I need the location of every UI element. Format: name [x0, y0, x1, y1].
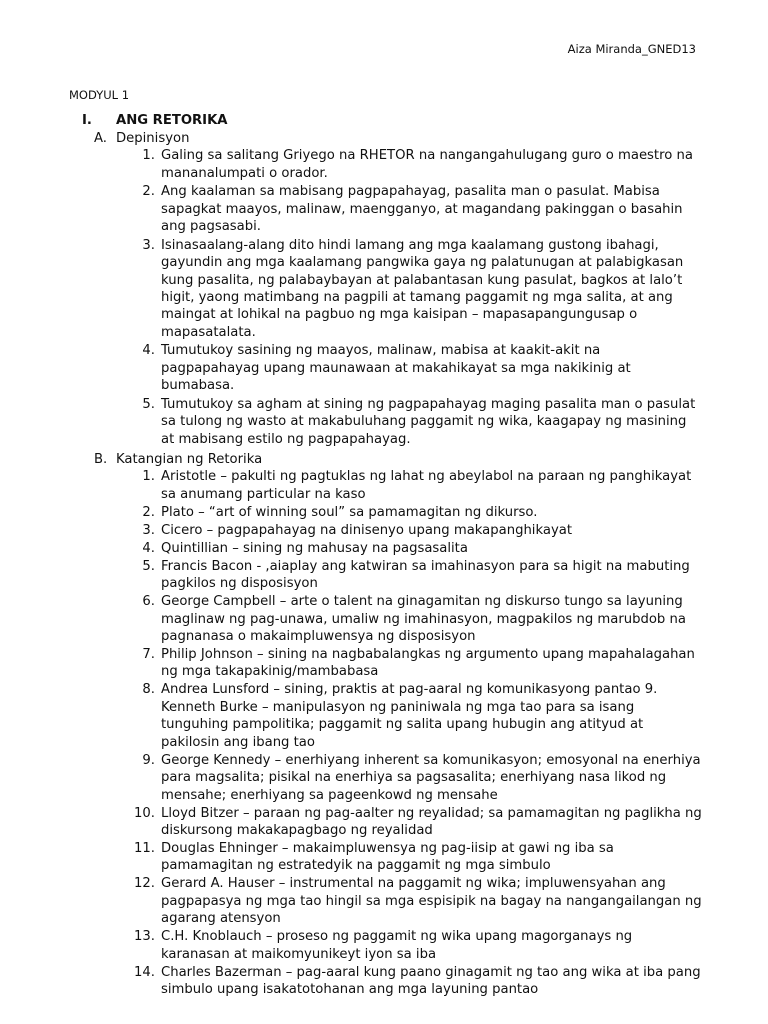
module-label: MODYUL 1 — [69, 88, 130, 102]
item-number: 3. — [142, 522, 155, 538]
item-text: Philip Johnson – sining na nagbabalangkas ng argumento upang mapahalagahan ng mga takapakinig/mambabasa — [161, 647, 695, 680]
author-course-header: Aiza Miranda_GNED13 — [567, 42, 696, 56]
section-heading — [0, 111, 768, 130]
item-text: Tumutukoy sasining ng maayos, malinaw, mabisa at kaakit-akit na pagpapahayag upang maunawaan at makahikayat sa mga nakikinig at bumabasa. — [161, 343, 631, 394]
list-item — [0, 928, 768, 963]
item-number: 14. — [134, 964, 155, 980]
list-item — [0, 342, 768, 394]
subsection-title: Katangian ng Retorika — [116, 452, 263, 468]
item-text: Aristotle – pakulti ng pagtuklas ng lahat ng abeylabol na paraan ng panghikayat sa anumang particular na kaso — [161, 469, 692, 502]
item-text: Plato – “art of winning soul” sa pamamagitan ng dikurso. — [161, 504, 538, 520]
subsection-heading — [0, 451, 768, 468]
subsection-letter: A. — [94, 131, 107, 146]
item-text: Galing sa salitang Griyego na RHETOR na nangangahulugang guro o maestro na mananalumpati o orador. — [161, 148, 693, 181]
item-number: 7. — [142, 647, 155, 663]
item-text: Douglas Ehninger – makaimpluwensya ng pag-iisip at gawi ng iba sa pamamagitan ng estratedyik na paggamit ng mga simbulo — [161, 840, 614, 874]
item-number: 4. — [142, 540, 155, 556]
item-text: Gerard A. Hauser – instrumental na paggamit ng wika; impluwensyahan ang pagpapasya ng mga tao hingil sa mga espisipik na bagay na nangangailangan ng agarang atensyon — [161, 876, 702, 927]
item-number: 11. — [134, 840, 155, 856]
list-item — [0, 593, 768, 645]
list-item — [0, 752, 768, 804]
item-text: Francis Bacon - ,aiaplay ang katwiran sa imahinasyon para sa higit na mabuting pagkilos ng disposisyon — [161, 558, 690, 592]
list-item — [0, 805, 768, 840]
item-text: Tumutukoy sa agham at sining ng pagpapahayag maging pasalita man o pasulat sa tulong ng wasto at makabuluhang paggamit ng wika, kaagapay ng masining at mabisang estilo ng pagpapahayag. — [161, 396, 696, 447]
list-item — [0, 504, 768, 521]
item-number: 13. — [134, 929, 155, 945]
item-text: George Campbell – arte o talent na ginagamitan ng diskurso tungo sa layuning maglinaw ng pag-unawa, umaliw ng imahinasyon, magpakilos ng marubdob na pagnanasa o makaimpluwensya ng disposisyon — [161, 594, 686, 645]
item-number: 2. — [142, 184, 155, 200]
list-item — [0, 558, 768, 593]
subsection-title: Depinisyon — [116, 131, 190, 146]
list-item — [0, 875, 768, 927]
list-item — [0, 681, 768, 751]
item-text: Andrea Lunsford – sining, praktis at pag-aaral ng komunikasyong pantao 9. Kenneth Burke – manipulasyon ng paniniwala ng mga tao para sa isang tunguhing pampolitika; paggamit ng salita upang hubugin ang atityud at pakilosin ang ibang tao — [161, 682, 658, 750]
item-text: Cicero – pagpapahayag na dinisenyo upang makapanghikayat — [161, 522, 573, 538]
list-item — [0, 147, 768, 182]
item-number: 3. — [142, 237, 155, 253]
list-item — [0, 522, 768, 539]
subsection-characteristics — [0, 451, 768, 998]
list-item — [0, 237, 768, 341]
item-number: 10. — [134, 805, 155, 821]
list-item — [0, 646, 768, 681]
item-text: Charles Bazerman – pag-aaral kung paano ginagamit ng tao ang wika at iba pang simbulo upang isakatotohanan ang mga layuning pantao — [161, 964, 701, 997]
item-text: Quintillian – sining ng mahusay na pagsasalita — [161, 540, 468, 556]
item-number: 1. — [142, 469, 155, 485]
subsection-letter: B. — [94, 452, 108, 468]
item-number: 9. — [142, 752, 155, 768]
item-text: Ang kaalaman sa mabisang pagpapahayag, pasalita man o pasulat. Mabisa sapagkat maayos, malinaw, maengganyo, at magandang pakinggan o basahin ang pagsasabi. — [161, 184, 683, 235]
item-text: Isinasaalang-alang dito hindi lamang ang mga kaalamang gustong ibahagi, gayundin ang mga kaalamang pangwika gaya ng palatunugan at palabigkasan kung pasalita, ng palabaybayan at palabantasan kung pasulat, bagkos at lalo’t higit, yaong matimbang na pagpili at tamang paggamit ng mga salita, at ang maingat at lohikal na pagbuo ng mga kaisipan – mapasapangungusap o mapasatalata. — [161, 237, 684, 340]
item-number: 5. — [142, 558, 155, 574]
item-number: 6. — [142, 594, 155, 610]
definition-list — [0, 147, 768, 448]
list-item — [0, 540, 768, 557]
list-item — [0, 964, 768, 999]
characteristics-list — [0, 468, 768, 998]
item-text: Lloyd Bitzer – paraan ng pag-aalter ng reyalidad; sa pamamagitan ng paglikha ng diskursong makakapagbago ng reyalidad — [161, 805, 702, 838]
list-item — [0, 183, 768, 235]
item-text: George Kennedy – enerhiyang inherent sa komunikasyon; emosyonal na enerhiya para magsalita; pisikal na enerhiya sa pagsasalita; enerhiyang nasa likod ng mensahe; enerhiyang sa pageenkowd ng mensahe — [161, 752, 701, 803]
list-item — [0, 840, 768, 875]
item-text: C.H. Knoblauch – proseso ng paggamit ng wika upang magorganays ng karanasan at maikomyunikeyt iyon sa iba — [161, 929, 633, 962]
section-number: I. — [82, 113, 92, 128]
item-number: 12. — [134, 876, 155, 892]
list-item — [0, 468, 768, 503]
list-item — [0, 396, 768, 448]
item-number: 2. — [142, 504, 155, 520]
subsection-heading — [0, 130, 768, 147]
item-number: 4. — [142, 343, 155, 359]
item-number: 1. — [142, 148, 155, 164]
item-number: 8. — [142, 682, 155, 698]
section-title: ANG RETORIKA — [116, 113, 228, 128]
item-number: 5. — [142, 396, 155, 412]
document-body — [0, 111, 768, 999]
subsection-definition — [0, 130, 768, 448]
